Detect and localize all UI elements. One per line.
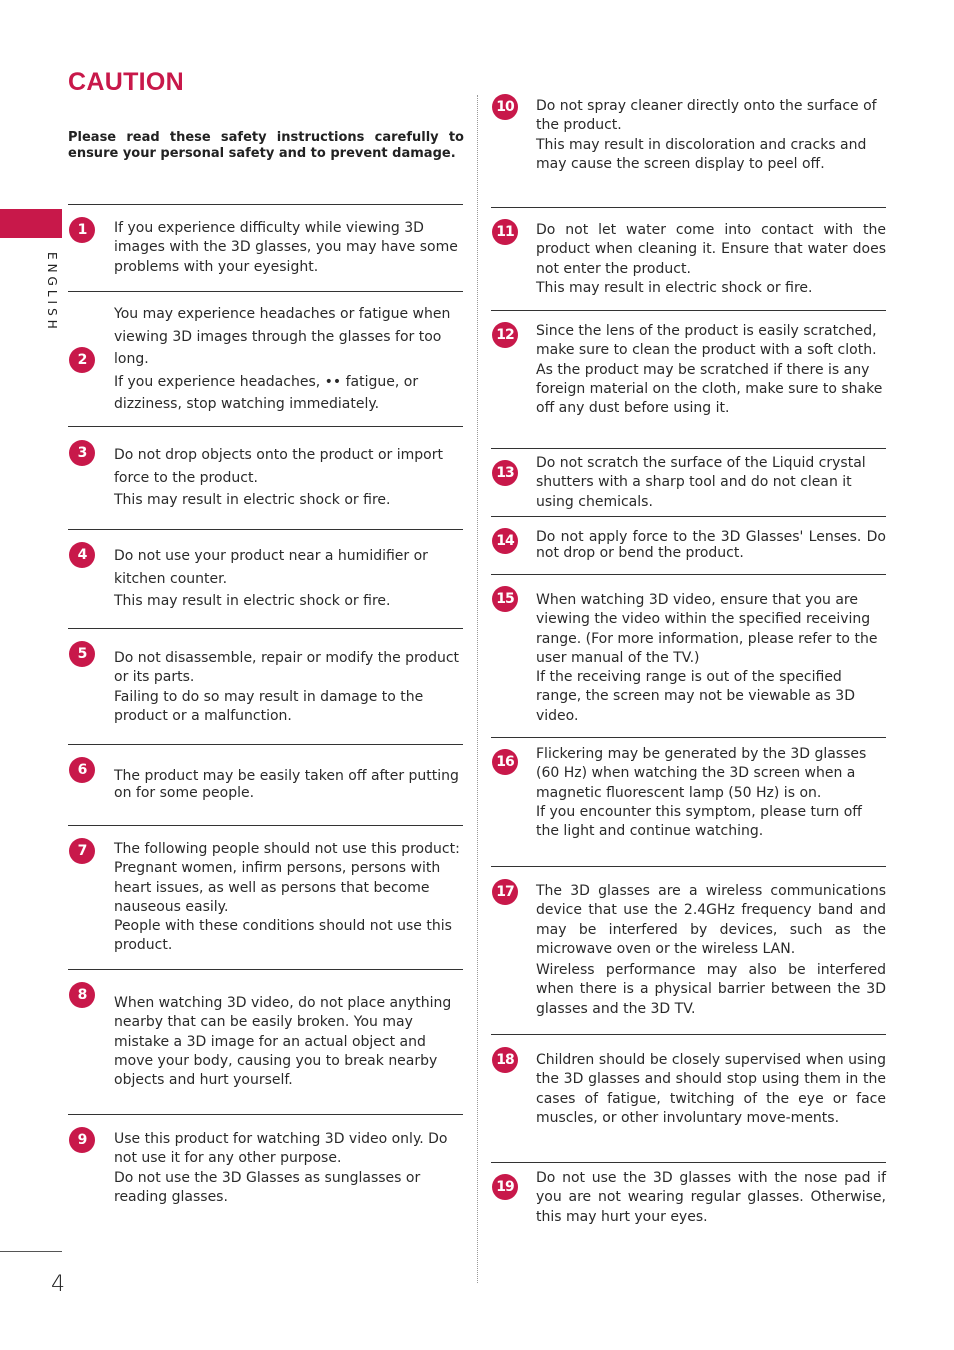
item-line: This may result in electric shock or fire. [114, 492, 391, 508]
item-text [536, 882, 886, 1019]
item-line: Flickering may be generated by the 3D glasses (60 Hz) when watching the 3D screen when a magnetic fluorescent lamp (50 Hz) is on. [536, 746, 867, 801]
item-number-badge: 15 [492, 586, 518, 612]
item-number-badge: 3 [69, 440, 95, 466]
item-text [114, 444, 464, 512]
item-line: When watching 3D video, do not place anything nearby that can be easily broken. You may mistake a 3D image for an actual object and move your body, causing you to break nearby objects and hurt yourself. [114, 995, 452, 1089]
column-divider [477, 95, 478, 1283]
item-line: If you encounter this symptom, please turn off the light and continue watching. [536, 803, 862, 840]
intro-text: Please read these safety instructions carefully to ensure your personal safety and to prevent damage. [68, 130, 464, 161]
separator [491, 310, 886, 311]
item-line: Wireless performance may also be interfered when there is a physical barrier between the 3D glasses and the 3D TV. [536, 962, 886, 1017]
item-line: Do not scratch the surface of the Liquid crystal shutters with a sharp tool and do not clean it using chemicals. [536, 455, 866, 510]
item-text [536, 591, 886, 726]
item-text [536, 322, 886, 418]
item-number-badge: 2 [69, 347, 95, 373]
item-text [536, 745, 886, 841]
item-text [114, 768, 464, 802]
item-text [114, 545, 464, 613]
item-line: The product may be easily taken off after putting on for some people. [114, 768, 459, 801]
item-text [536, 97, 886, 174]
separator [68, 825, 463, 826]
separator [68, 628, 463, 629]
item-line: The 3D glasses are a wireless communications device that use the 2.4GHz frequency band and may be interfered by devices, such as the microwave oven or the wireless LAN. [536, 883, 886, 957]
item-line: Do not drop objects onto the product or import force to the product. [114, 447, 443, 486]
item-number-badge: 19 [492, 1174, 518, 1200]
separator [68, 426, 463, 427]
item-line: Since the lens of the product is easily scratched, make sure to clean the product with a soft cloth. [536, 323, 877, 359]
item-text [114, 303, 464, 416]
item-line: Children should be closely supervised when using the 3D glasses and should stop using them in the cases of fatigue, twitching of the eye or face muscles, or other involuntary move-ments. [536, 1052, 886, 1126]
separator [491, 737, 886, 738]
separator [68, 744, 463, 745]
item-line: Do not disassemble, repair or modify the product or its parts. [114, 650, 460, 686]
caution-title: CAUTION [68, 68, 184, 96]
item-text [114, 840, 464, 956]
separator [491, 1034, 886, 1035]
item-number-badge: 13 [492, 460, 518, 486]
item-number-badge: 17 [492, 879, 518, 905]
separator [68, 1114, 463, 1115]
item-line: Do not use the 3D glasses with the nose pad if you are not wearing regular glasses. Otherwise, this may hurt your eyes. [536, 1170, 886, 1225]
item-line: This may result in electric shock or fire. [536, 279, 813, 296]
separator [491, 866, 886, 867]
language-tab-marker [0, 209, 62, 238]
item-number-badge: 14 [492, 528, 518, 554]
item-number-badge: 1 [69, 217, 95, 243]
separator [68, 529, 463, 530]
item-line: The following people should not use this product: Pregnant women, infirm persons, persons with heart issues, as well as persons that become nauseous easily. [114, 841, 460, 915]
item-text [114, 219, 464, 277]
item-line: You may experience headaches or fatigue when viewing 3D images through the glasses for too long. [114, 306, 451, 367]
item-line: This may result in electric shock or fire. [114, 593, 391, 609]
item-text [114, 1130, 464, 1207]
item-line: Do not use your product near a humidifier or kitchen counter. [114, 548, 428, 587]
item-line: This may result in discoloration and cracks and may cause the screen display to peel off. [536, 136, 867, 172]
language-label: ENGLISH [45, 252, 59, 333]
item-number-badge: 11 [492, 219, 518, 245]
item-line: Use this product for watching 3D video only. Do not use it for any other purpose. [114, 1131, 448, 1167]
footer-rule [0, 1251, 62, 1252]
item-line: If you experience headaches, •• fatigue, or dizziness, stop watching immediately. [114, 373, 419, 412]
item-line: If the receiving range is out of the specified range, the screen may not be viewable as 3D video. [536, 669, 855, 724]
item-number-badge: 7 [69, 838, 95, 864]
item-line: Failing to do so may result in damage to the product or a malfunction. [114, 688, 424, 724]
item-line: Do not apply force to the 3D Glasses' Lenses. Do not drop or bend the product. [536, 529, 886, 561]
item-line: As the product may be scratched if there is any foreign material on the cloth, make sure to shake off any dust before using it. [536, 361, 883, 417]
separator [491, 574, 886, 575]
item-line: Do not let water come into contact with the product when cleaning it. Ensure that water does not enter the product. [536, 222, 886, 277]
separator [491, 516, 886, 517]
item-number-badge: 16 [492, 749, 518, 775]
separator [491, 1162, 886, 1163]
item-text [114, 649, 464, 726]
separator [68, 969, 463, 970]
separator [68, 204, 463, 205]
page-number: 4 [51, 1272, 65, 1297]
item-text [114, 994, 464, 1090]
separator [491, 448, 886, 449]
item-text [536, 454, 886, 512]
item-line: Do not spray cleaner directly onto the surface of the product. [536, 98, 877, 134]
item-text [536, 1169, 886, 1227]
item-line: Do not use the 3D Glasses as sunglasses or reading glasses. [114, 1169, 421, 1205]
item-number-badge: 18 [492, 1047, 518, 1073]
separator [68, 291, 463, 292]
item-number-badge: 9 [69, 1127, 95, 1153]
item-number-badge: 8 [69, 982, 95, 1008]
item-number-badge: 6 [69, 757, 95, 783]
item-text [536, 221, 886, 298]
separator [491, 207, 886, 208]
item-text [536, 1051, 886, 1128]
item-line: When watching 3D video, ensure that you are viewing the video within the specified receiving range. (For more information, please refer to the user manual of the TV.) [536, 592, 878, 666]
item-number-badge: 5 [69, 641, 95, 667]
item-text [536, 529, 886, 561]
item-line: People with these conditions should not use this product. [114, 918, 452, 954]
item-number-badge: 12 [492, 322, 518, 348]
item-line: If you experience difficulty while viewing 3D images with the 3D glasses, you may have some problems with your eyesight. [114, 220, 458, 275]
item-number-badge: 4 [69, 542, 95, 568]
item-number-badge: 10 [492, 94, 518, 120]
